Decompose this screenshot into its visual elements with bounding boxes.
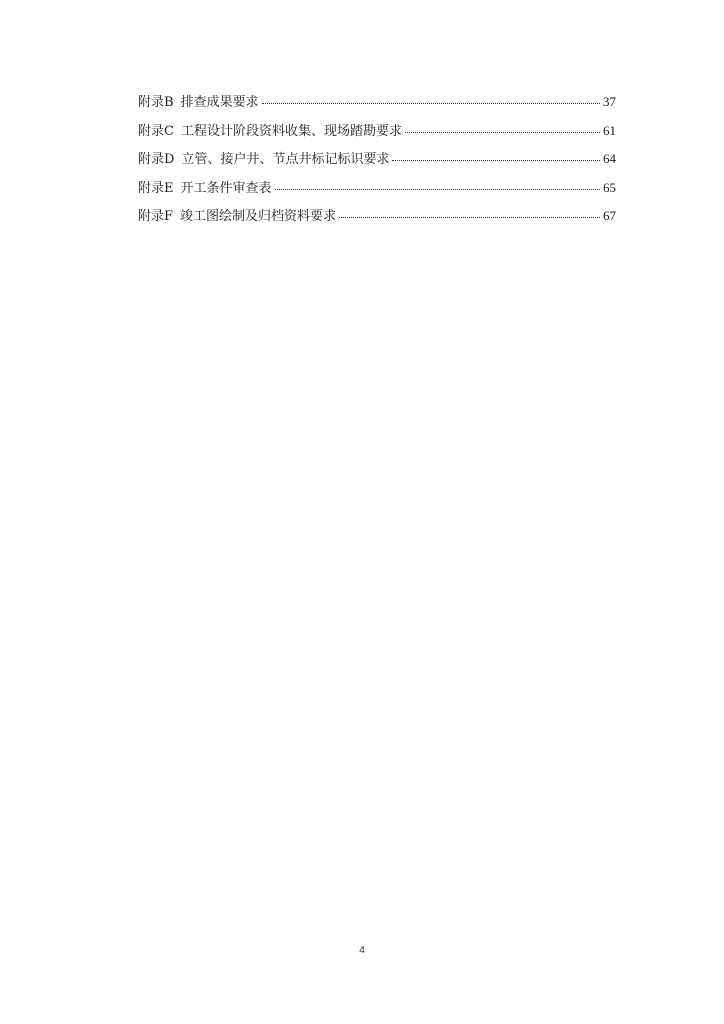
toc-entry-label [138, 150, 390, 170]
toc-entry-title: 立管、接户井、节点井标记标识要求 [181, 152, 390, 167]
toc-entry-title: 竣工图绘制及归档资料要求 [180, 209, 337, 224]
toc-entry-appendix-f[interactable] [138, 206, 616, 235]
toc-entry-prefix: 附录F [138, 209, 174, 224]
toc-entry-appendix-c[interactable] [138, 121, 616, 150]
toc-entry-prefix: 附录C [138, 123, 174, 139]
toc-entry-page: 64 [603, 151, 616, 166]
page-number: 4 [359, 945, 365, 956]
toc-dot-leader [262, 92, 600, 106]
toc-entry-page: 61 [603, 122, 616, 138]
toc-entry-title: 开工条件审查表 [180, 180, 272, 196]
toc-entry-prefix: 附录B [138, 95, 174, 110]
toc-entry-label [138, 207, 337, 227]
toc-entry-appendix-e[interactable] [138, 178, 616, 207]
toc-entry-title: 工程设计阶段资料收集、现场踏勘要求 [180, 123, 402, 139]
toc-entry-label [138, 93, 260, 113]
toc-entry-label [138, 122, 403, 142]
toc-entry-page: 37 [603, 94, 616, 109]
toc-entry-page: 67 [603, 208, 616, 223]
toc-dot-leader [339, 206, 600, 220]
toc-entry-appendix-b[interactable] [138, 92, 616, 121]
toc-entry-title: 排查成果要求 [180, 95, 259, 110]
table-of-contents [138, 92, 616, 235]
toc-dot-leader [405, 121, 600, 135]
toc-entry-label [138, 179, 273, 199]
toc-entry-page: 65 [603, 179, 616, 195]
toc-dot-leader [275, 178, 600, 192]
toc-dot-leader [392, 149, 600, 163]
toc-entry-prefix: 附录E [138, 180, 174, 196]
toc-entry-appendix-d[interactable] [138, 149, 616, 178]
toc-entry-prefix: 附录D [138, 152, 175, 167]
